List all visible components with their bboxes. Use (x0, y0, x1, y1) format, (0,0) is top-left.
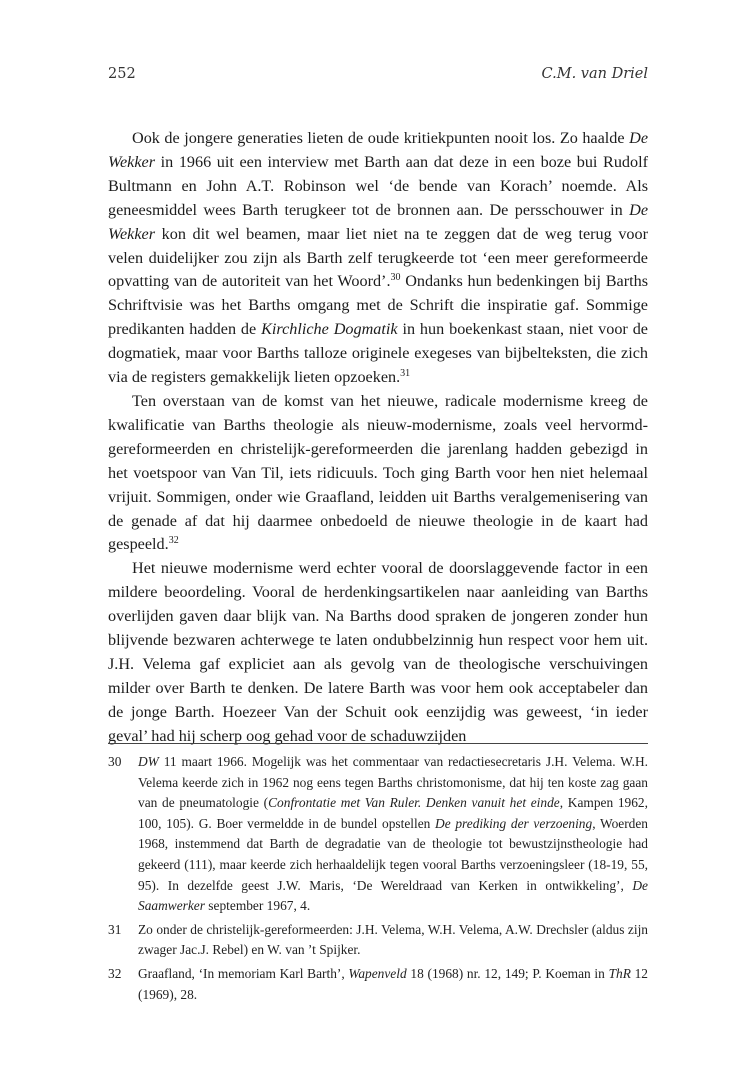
footnotes (108, 752, 648, 1005)
footnote-separator (108, 743, 648, 744)
footnote-30: 30 DW 11 maart 1966. Mogelijk was het commentaar van redactiesecretaris J.H. Velema. W.H. Velema keerde zich in 1962 nog eens tegen Barths christomonisme, dat hij ten koste zag gaan van de pneumatologie (Confrontatie met Van Ruler. Denken vanuit het einde, Kampen 1962, 100, 105). G. Boer vermeldde in de bundel opstellen De prediking der verzoening, Woerden 1968, instemmend dat Barth de degradatie van de theologie tot bewustzijnstheologie had gekeerd (111), maar keerde zich herhaaldelijk tegen vooral Barths verzoeningsleer (18-19, 55, 95). In dezelfde geest J.W. Maris, ‘De Wereldraad van Kerken in ontwikkeling’, De Saamwerker september 1967, 4. (108, 754, 649, 914)
title-kirchliche-dogmatik: Kirchliche Dogmatik (261, 320, 398, 339)
running-head-author: C.M. van Driel (541, 66, 648, 82)
title-de-wekker: De Wekker (108, 129, 648, 171)
page-number: 252 (108, 66, 136, 82)
footnote-number: 31 (108, 921, 122, 937)
footnote-number: 32 (108, 965, 122, 981)
footnote-ref-30[interactable]: 30 (390, 272, 401, 284)
paragraph-1: Ook de jongere generaties lieten de oude kritiekpunten nooit los. Zo haalde De Wekker in 1966 uit een interview met Barth aan dat deze in een boze bui Rudolf Bultmann en John A.T. Robinson wel ‘de bende van Korach’ noemde. Als geneesmiddel wees Barth terugkeer tot de bronnen aan. De persschouwer in De Wekker kon dit wel beamen, maar liet niet na te zeggen dat de weg terug voor velen duidelijker zou zijn als Barth zelf terugkeerde tot ‘een meer gereformeerde opvatting van de autoriteit van het Woord’.$^{30}$ Ondanks hun bedenkingen bij Barths Schriftvisie was het Barths omgang met de Schrift die inspiratie gaf. Sommige predikanten hadden de Kirchliche Dogmatik in hun boekenkast staan, niet voor de dogmatiek, maar voor Barths talloze originele exegeses van bijbelteksten, die zich via de registers gemakkelijk lieten opzoeken.$^{31}$ (108, 129, 648, 387)
paragraph-3: Het nieuwe modernisme werd echter vooral de doorslaggevende factor in een mildere beoordeling. Vooral de herdenkingsartikelen naar aanleiding van Barths overlijden gaven daar blijk van. Na Barths dood spraken de jongeren zonder hun blijvende bezwaren achterwege te laten ondubbelzinnig hun respect voor hem uit. J.H. Velema gaf expliciet aan als gevolg van de theologische verschuivingen milder over Barth te denken. De latere Barth was voor hem ook acceptabeler dan de jonge Barth. Hoezeer Van der Schuit ook eenzijdig was geweest, ‘in ieder geval’ had hij scherp oog gehad voor de schaduwzijden (108, 559, 648, 745)
footnote-31: 31 Zo onder de christelijk-gereformeerden: J.H. Velema, W.H. Velema, A.W. Drechsler (aldus zijn zwager Jac.J. Rebel) en W. van ’t Spijker. (108, 921, 648, 958)
footnote-32: 32 Graafland, ‘In memoriam Karl Barth’, Wapenveld 18 (1968) nr. 12, 149; P. Koeman in ThR 12 (1969), 28. (108, 965, 648, 1002)
main-text (108, 127, 648, 749)
footnote-number: 30 (108, 754, 122, 769)
paragraph-2: Ten overstaan van de komst van het nieuwe, radicale modernisme kreeg de kwalificatie van Barths theologie als nieuw-modernisme, zoals veel hervormd-gereformeerden en christelijk-gereformeerden die jarenlang hadden gebezigd in het voetspoor van Van Til, iets ridicuuls. Toch ging Barth voor hen niet helemaal vrijuit. Sommigen, onder wie Graafland, leidden uit Barths veralgemenisering van de genade af dat hij daarmee onbedoeld de nieuwe theologie in de kaart had gespeeld.$^{32}$ (108, 391, 648, 554)
title-de-wekker: De Wekker (108, 200, 648, 243)
footnote-ref-31[interactable]: 31 (400, 368, 411, 380)
running-header (108, 66, 648, 86)
footnote-ref-32[interactable]: 32 (168, 535, 179, 547)
